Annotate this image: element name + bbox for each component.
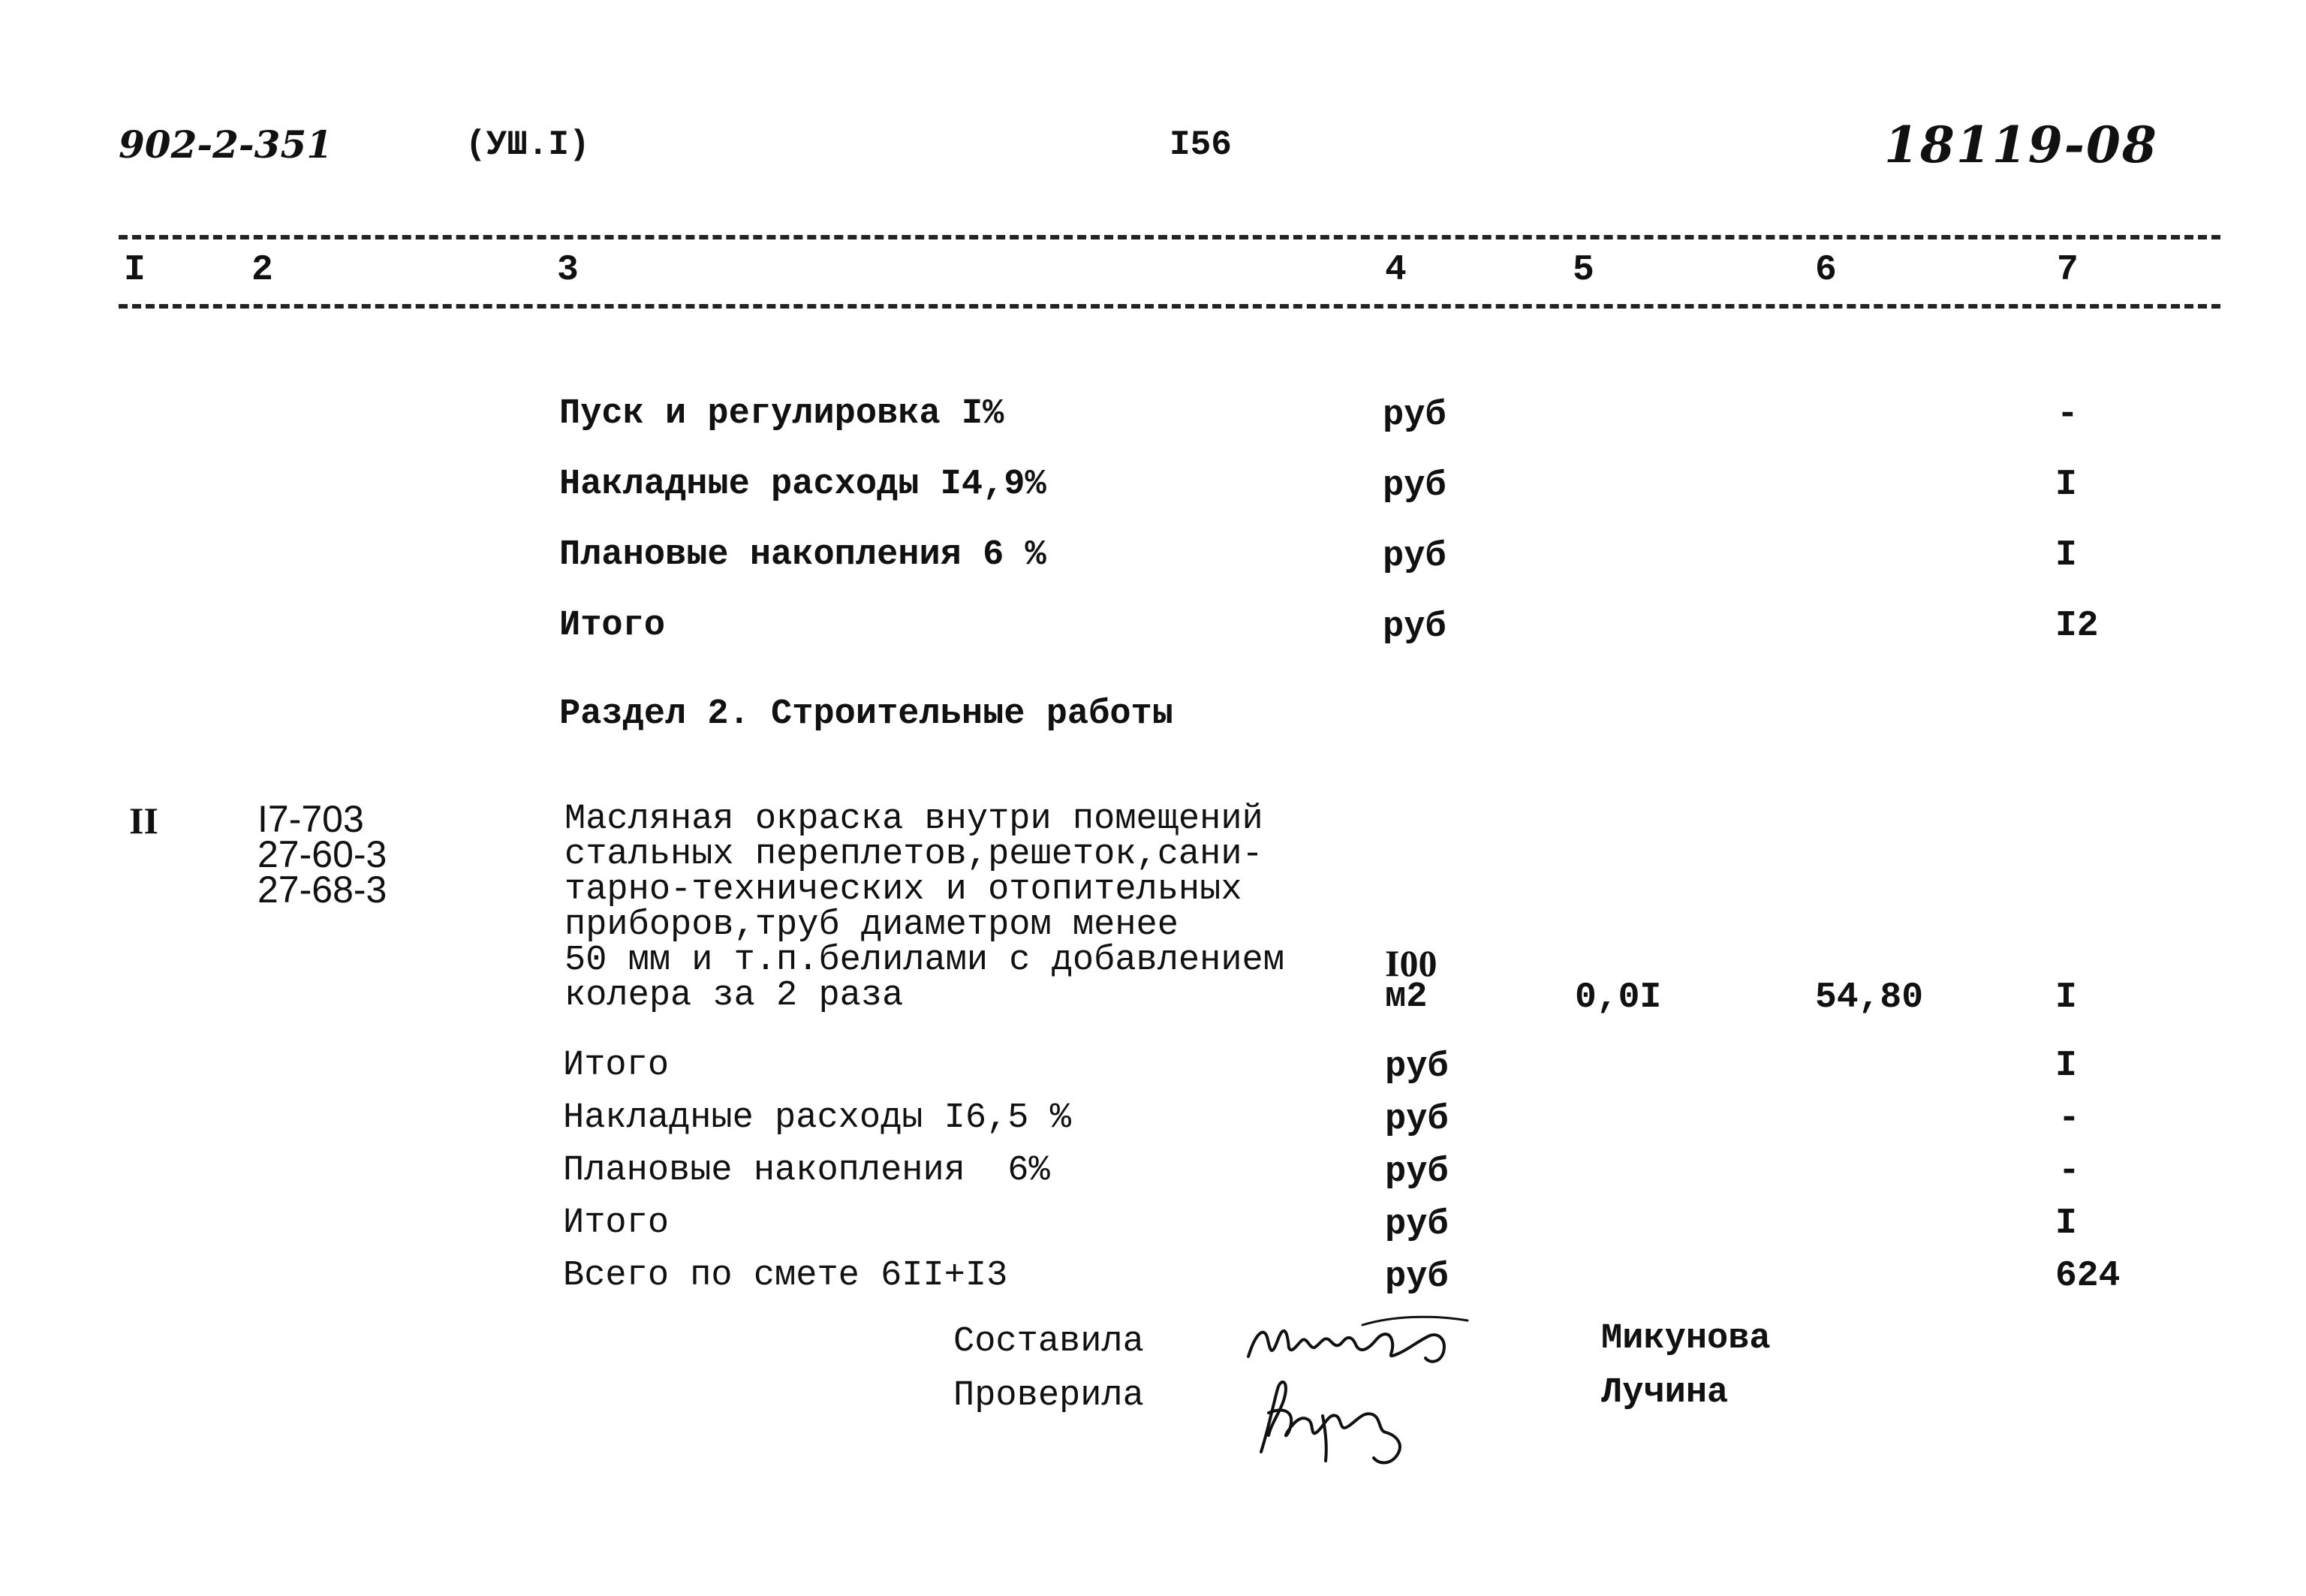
row-total: I xyxy=(2055,465,2077,505)
row-total: I2 xyxy=(2055,606,2099,646)
row-total: 624 xyxy=(2055,1256,2121,1296)
description-line: 50 мм и т.п.белилами с добавлением xyxy=(564,941,1284,980)
column-header-5: 5 xyxy=(1573,250,1594,291)
item-code: I7-703 xyxy=(257,798,364,840)
row-unit: руб xyxy=(1385,1047,1449,1087)
row-name: Плановые накопления 6 % xyxy=(559,535,1046,575)
item-description xyxy=(564,800,1284,1016)
row-total: - xyxy=(2058,1098,2080,1139)
checked-by-label: Проверила xyxy=(953,1376,1144,1416)
row-total: I xyxy=(2055,535,2077,576)
item-unit-line2: м2 xyxy=(1385,977,1428,1017)
row-name: Всего по смете 6II+I3 xyxy=(563,1256,1008,1296)
description-line: колера за 2 раза xyxy=(564,976,904,1016)
signature-checked xyxy=(1239,1368,1434,1473)
header-rule-top xyxy=(119,235,2220,239)
row-unit: руб xyxy=(1383,537,1447,577)
item-price: 54,80 xyxy=(1815,977,1924,1018)
document-code: 902-2-351 xyxy=(119,122,333,167)
column-header-2: 2 xyxy=(251,250,273,291)
column-header-3: 3 xyxy=(557,250,579,291)
item-total: I xyxy=(2055,977,2077,1018)
row-name: Накладные расходы I4,9% xyxy=(559,465,1046,504)
row-name: Итого xyxy=(563,1046,670,1086)
compiled-by-name: Микунова xyxy=(1601,1319,1771,1359)
column-header-4: 4 xyxy=(1385,250,1407,291)
row-name: Пуск и регулировка I% xyxy=(559,394,1004,434)
row-unit: руб xyxy=(1383,607,1447,647)
header-rule-bottom xyxy=(119,304,2220,309)
row-total: - xyxy=(2058,1151,2080,1191)
description-line: стальных переплетов,решеток,сани- xyxy=(564,835,1263,875)
column-header-6: 6 xyxy=(1815,250,1837,291)
row-total: - xyxy=(2057,394,2079,435)
row-unit: руб xyxy=(1383,466,1447,506)
row-unit: руб xyxy=(1385,1152,1449,1192)
row-unit: руб xyxy=(1385,1257,1449,1297)
sheet-code: 18119-08 xyxy=(1884,116,2158,174)
column-header-7: 7 xyxy=(2057,250,2079,291)
row-total: I xyxy=(2055,1046,2077,1086)
item-unit-line1: I00 xyxy=(1385,942,1437,984)
row-unit: руб xyxy=(1385,1205,1449,1245)
description-line: Масляная окраска внутри помещений xyxy=(564,800,1263,839)
row-name: Плановые накопления 6% xyxy=(563,1151,1050,1191)
checked-by-name: Лучина xyxy=(1601,1373,1729,1413)
item-codes xyxy=(257,798,387,911)
compiled-by-label: Составила xyxy=(953,1322,1144,1362)
page-number: I56 xyxy=(1170,125,1232,164)
section-code: (УШ.I) xyxy=(465,125,590,164)
row-unit: руб xyxy=(1383,396,1447,435)
row-name: Накладные расходы I6,5 % xyxy=(563,1098,1071,1138)
item-number: II xyxy=(129,800,158,842)
item-code: 27-68-3 xyxy=(257,869,387,911)
row-total: I xyxy=(2055,1203,2077,1244)
description-line: приборов,труб диаметром менее xyxy=(564,905,1179,945)
row-name: Итого xyxy=(563,1203,670,1243)
column-header-1: I xyxy=(124,250,146,291)
section-title: Раздел 2. Строительные работы xyxy=(559,694,1173,734)
item-quantity: 0,0I xyxy=(1575,977,1662,1018)
row-name: Итого xyxy=(559,606,666,646)
row-unit: руб xyxy=(1385,1100,1449,1140)
item-code: 27-60-3 xyxy=(257,833,387,875)
description-line: тарно-технических и отопительных xyxy=(564,870,1242,910)
